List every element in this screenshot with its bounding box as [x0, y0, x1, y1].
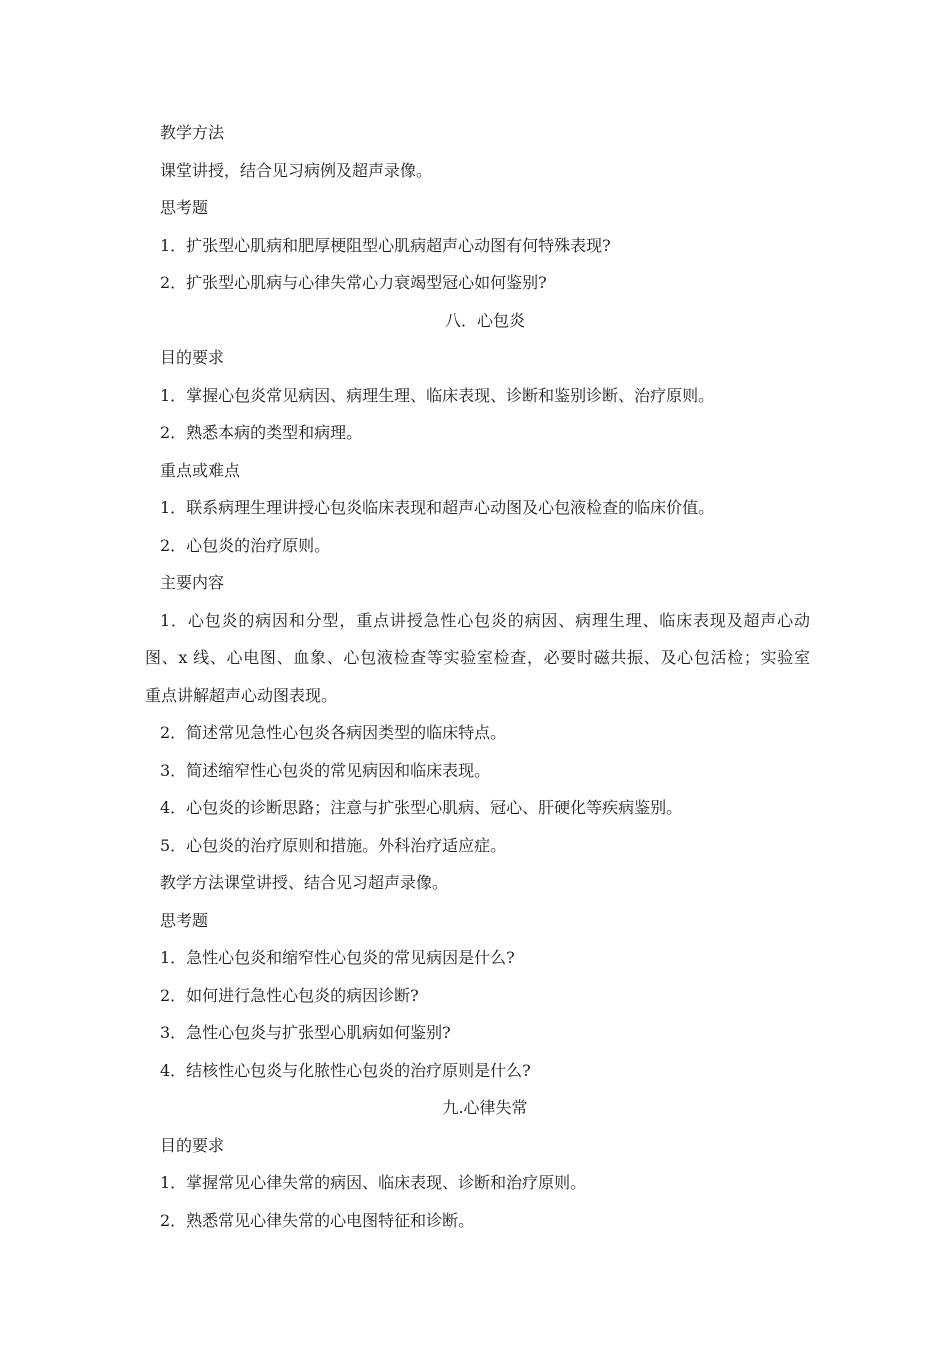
content-item: 2．简述常见急性心包炎各病因类型的临床特点。 [160, 723, 507, 742]
objective-item: 2．熟悉本病的类型和病理。 [160, 423, 363, 442]
question-item: 1．扩张型心肌病和肥厚梗阻型心肌病超声心动图有何特殊表现? [160, 235, 611, 255]
section-title-pericarditis: 八．心包炎 [444, 310, 525, 330]
objectives-heading: 目的要求 [160, 1135, 225, 1155]
teaching-method-text: 教学方法课堂讲授、结合见习超声录像。 [160, 873, 449, 892]
question-item: 4．结核性心包炎与化脓性心包炎的治疗原则是什么? [160, 1060, 531, 1080]
question-item: 2．扩张型心肌病与心律失常心力衰竭型冠心如何鉴别? [160, 273, 547, 292]
questions-heading: 思考题 [160, 910, 209, 930]
objective-item: 1．掌握心包炎常见病因、病理生理、临床表现、诊断和鉴别诊断、治疗原则。 [160, 385, 715, 405]
question-item: 3．急性心包炎与扩张型心肌病如何鉴别? [160, 1023, 451, 1042]
objective-item: 2．熟悉常见心律失常的心电图特征和诊断。 [160, 1210, 475, 1230]
question-item: 1．急性心包炎和缩窄性心包炎的常见病因是什么? [160, 948, 515, 967]
content-item-1-line-1: 1．心包炎的病因和分型，重点讲授急性心包炎的病因、病理生理、临床表现及超声心动 [160, 610, 810, 630]
main-content-heading: 主要内容 [160, 573, 225, 592]
content-item-1-line-2: 图、x 线、心电图、血象、心包液检查等实验室检查，必要时磁共振、及心包活检；实验室 [145, 648, 810, 667]
content-item-1-line-3: 重点讲解超声心动图表现。 [145, 685, 338, 705]
content-item: 5．心包炎的治疗原则和措施。外科治疗适应症。 [160, 835, 507, 855]
key-points-heading: 重点或难点 [160, 460, 241, 480]
section-title-arrhythmia: 九.心律失常 [442, 1098, 528, 1117]
question-item: 2．如何进行急性心包炎的病因诊断? [160, 985, 419, 1005]
objectives-heading: 目的要求 [160, 348, 225, 367]
content-item: 4．心包炎的诊断思路；注意与扩张型心肌病、冠心、肝硬化等疾病鉴别。 [160, 798, 683, 817]
content-item: 3．简述缩窄性心包炎的常见病因和临床表现。 [160, 760, 491, 780]
key-point-item: 1．联系病理生理讲授心包炎临床表现和超声心动图及心包液检查的临床价值。 [160, 498, 715, 517]
teaching-method-heading: 教学方法 [160, 123, 225, 142]
questions-heading: 思考题 [160, 198, 209, 217]
objective-item: 1．掌握常见心律失常的病因、临床表现、诊断和治疗原则。 [160, 1173, 587, 1192]
key-point-item: 2．心包炎的治疗原则。 [160, 535, 331, 555]
teaching-method-text: 课堂讲授，结合见习病例及超声录像。 [160, 160, 433, 180]
document-body [145, 114, 810, 1239]
